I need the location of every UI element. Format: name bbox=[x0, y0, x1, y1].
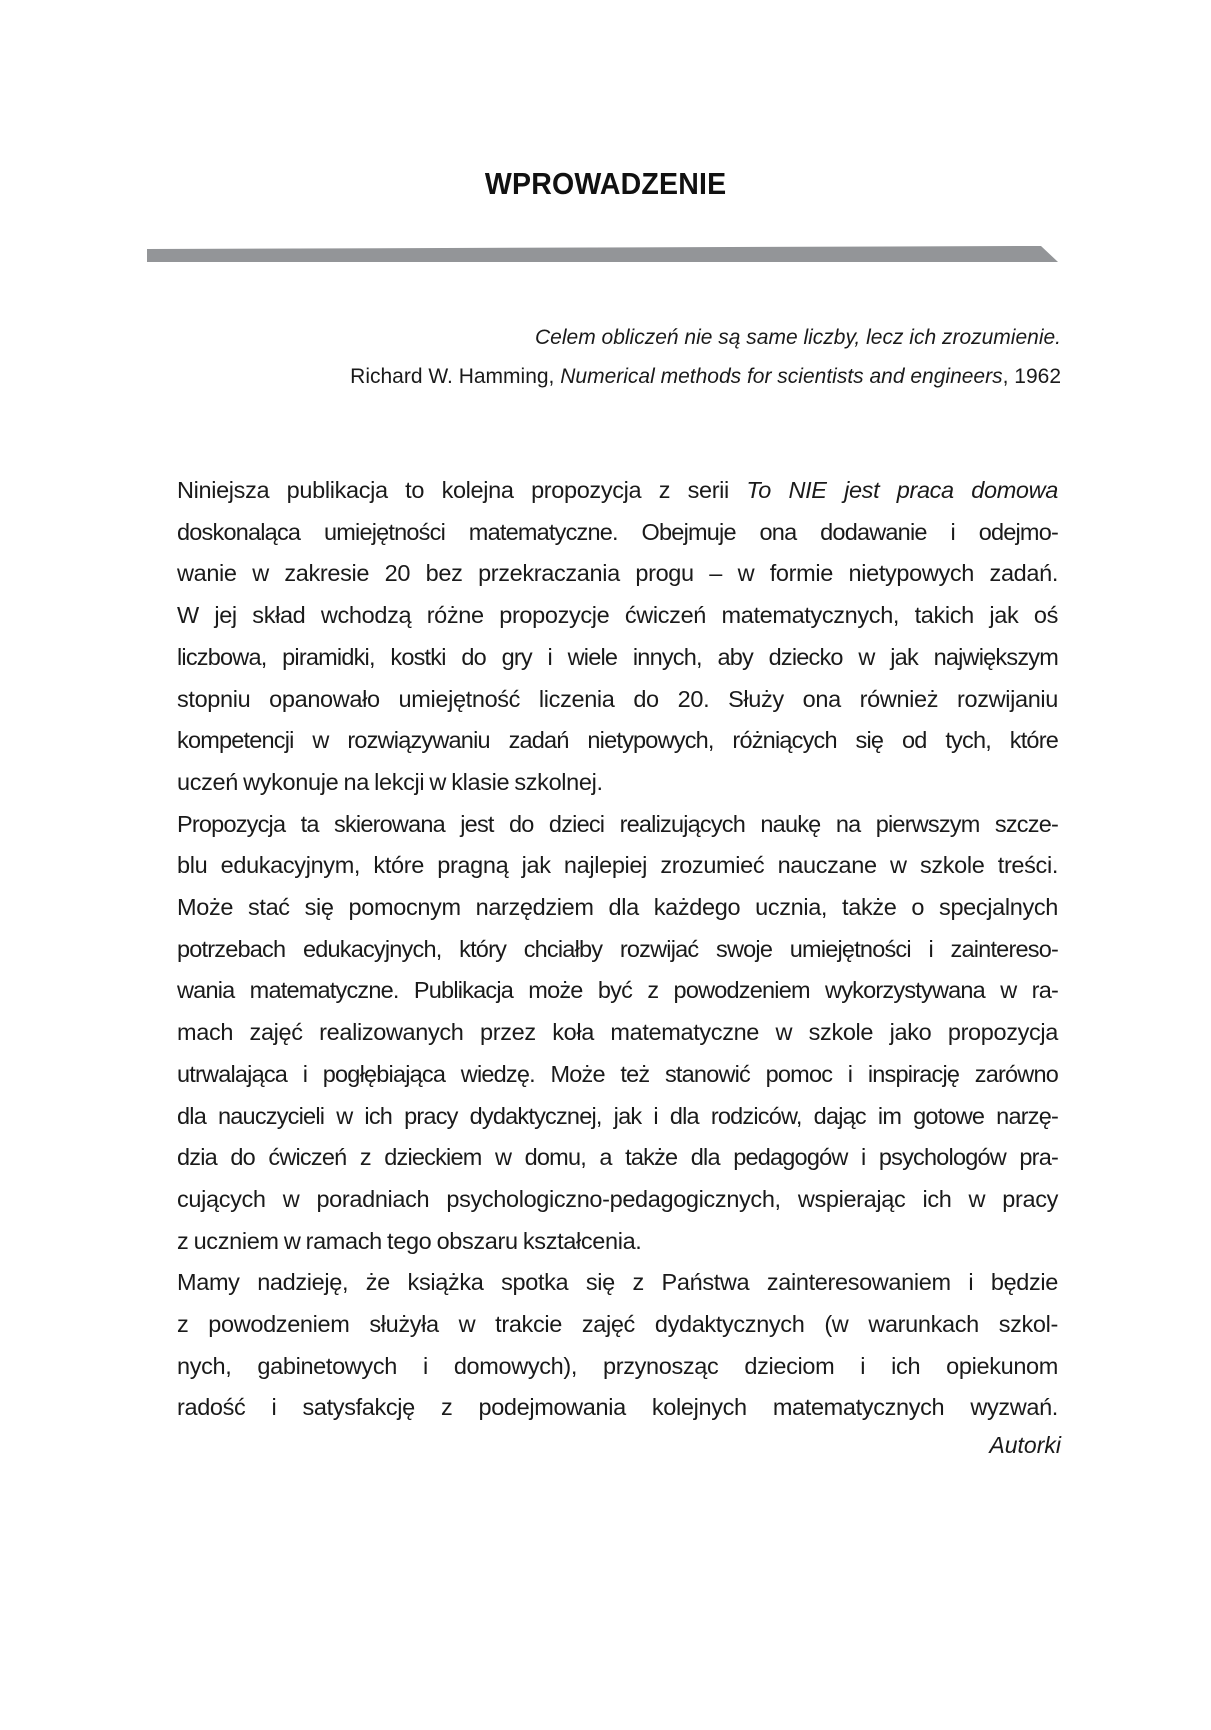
text-line: nych, gabinetowych i domowych), przynosząc dzieciom i ich opiekunom bbox=[177, 1352, 1058, 1379]
epigraph-year: , 1962 bbox=[1002, 365, 1061, 388]
paragraph-2 bbox=[148, 804, 1058, 1263]
text-line: blu edukacyjnym, które pragną jak najlepiej zrozumieć nauczane w szkole treści. bbox=[177, 852, 1058, 879]
paragraph-1 bbox=[148, 470, 1058, 804]
text-line: W jej skład wchodzą różne propozycje ćwiczeń matematycznych, takich jak oś bbox=[177, 602, 1058, 629]
text-line: wanie w zakresie 20 bez przekraczania progu – w formie nietypowych zadań. bbox=[177, 560, 1058, 587]
rule-shape bbox=[147, 246, 1058, 262]
epigraph-author: Richard W. Hamming, bbox=[350, 365, 561, 388]
text-line bbox=[148, 470, 1058, 512]
epigraph-source bbox=[161, 362, 1061, 392]
text-line: doskonaląca umiejętności matematyczne. Obejmuje ona dodawanie i odejmo- bbox=[177, 518, 1058, 545]
signature: Autorki bbox=[989, 1432, 1061, 1458]
epigraph-quote: Celem obliczeń nie są same liczby, lecz ich zrozumienie. bbox=[535, 326, 1061, 349]
text-line: mach zajęć realizowanych przez koła matematyczne w szkole jako propozycja bbox=[177, 1019, 1058, 1046]
text-line: stopniu opanowało umiejętność liczenia do 20. Służy ona również rozwijaniu bbox=[177, 685, 1058, 712]
body-text bbox=[148, 470, 1058, 1429]
paragraph-3 bbox=[148, 1262, 1058, 1429]
text-run: Niniejsza publikacja to kolejna propozycja z serii bbox=[177, 477, 747, 503]
text-line: Może stać się pomocnym narzędziem dla każdego ucznia, także o specjalnych bbox=[177, 894, 1058, 921]
decorative-rule bbox=[147, 246, 1058, 262]
text-line: kompetencji w rozwiązywaniu zadań nietypowych, różniących się od tych, które bbox=[177, 727, 1058, 754]
text-line: utrwalająca i pogłębiająca wiedzę. Może też stanowić pomoc i inspirację zarówno bbox=[177, 1060, 1058, 1087]
text-line: z powodzeniem służyła w trakcie zajęć dydaktycznych (w warunkach szkol- bbox=[177, 1311, 1058, 1338]
rule-bar bbox=[147, 246, 1058, 262]
text-line: cujących w poradniach psychologiczno-pedagogicznych, wspierając ich w pracy bbox=[177, 1185, 1058, 1212]
text-line: Mamy nadzieję, że książka spotka się z Państwa zainteresowaniem i będzie bbox=[177, 1269, 1058, 1296]
epigraph-book-title: Numerical methods for scientists and engineers bbox=[560, 365, 1003, 388]
text-line: Propozycja ta skierowana jest do dzieci realizujących naukę na pierwszym szcze- bbox=[177, 810, 1058, 837]
text-line: potrzebach edukacyjnych, który chciałby rozwijać swoje umiejętności i zaintereso- bbox=[177, 935, 1058, 962]
text-line: z uczniem w ramach tego obszaru kształcenia. bbox=[177, 1227, 642, 1254]
text-line: uczeń wykonuje na lekcji w klasie szkolnej. bbox=[177, 768, 603, 795]
text-line: dzia do ćwiczeń z dzieckiem w domu, a także dla pedagogów i psychologów pra- bbox=[177, 1144, 1058, 1171]
text-line: dla nauczycieli w ich pracy dydaktycznej, jak i dla rodziców, dając im gotowe narzę- bbox=[177, 1102, 1058, 1129]
text-line: liczbowa, piramidki, kostki do gry i wiele innych, aby dziecko w jak największym bbox=[177, 643, 1058, 670]
epigraph bbox=[161, 323, 1061, 392]
series-title: To NIE jest praca domowa bbox=[746, 477, 1058, 503]
text-line: radość i satysfakcję z podejmowania kolejnych matematycznych wyzwań. bbox=[177, 1394, 1058, 1421]
page-title: WPROWADZENIE bbox=[484, 165, 727, 201]
text-line: wania matematyczne. Publikacja może być z powodzeniem wykorzystywana w ra- bbox=[177, 977, 1058, 1004]
